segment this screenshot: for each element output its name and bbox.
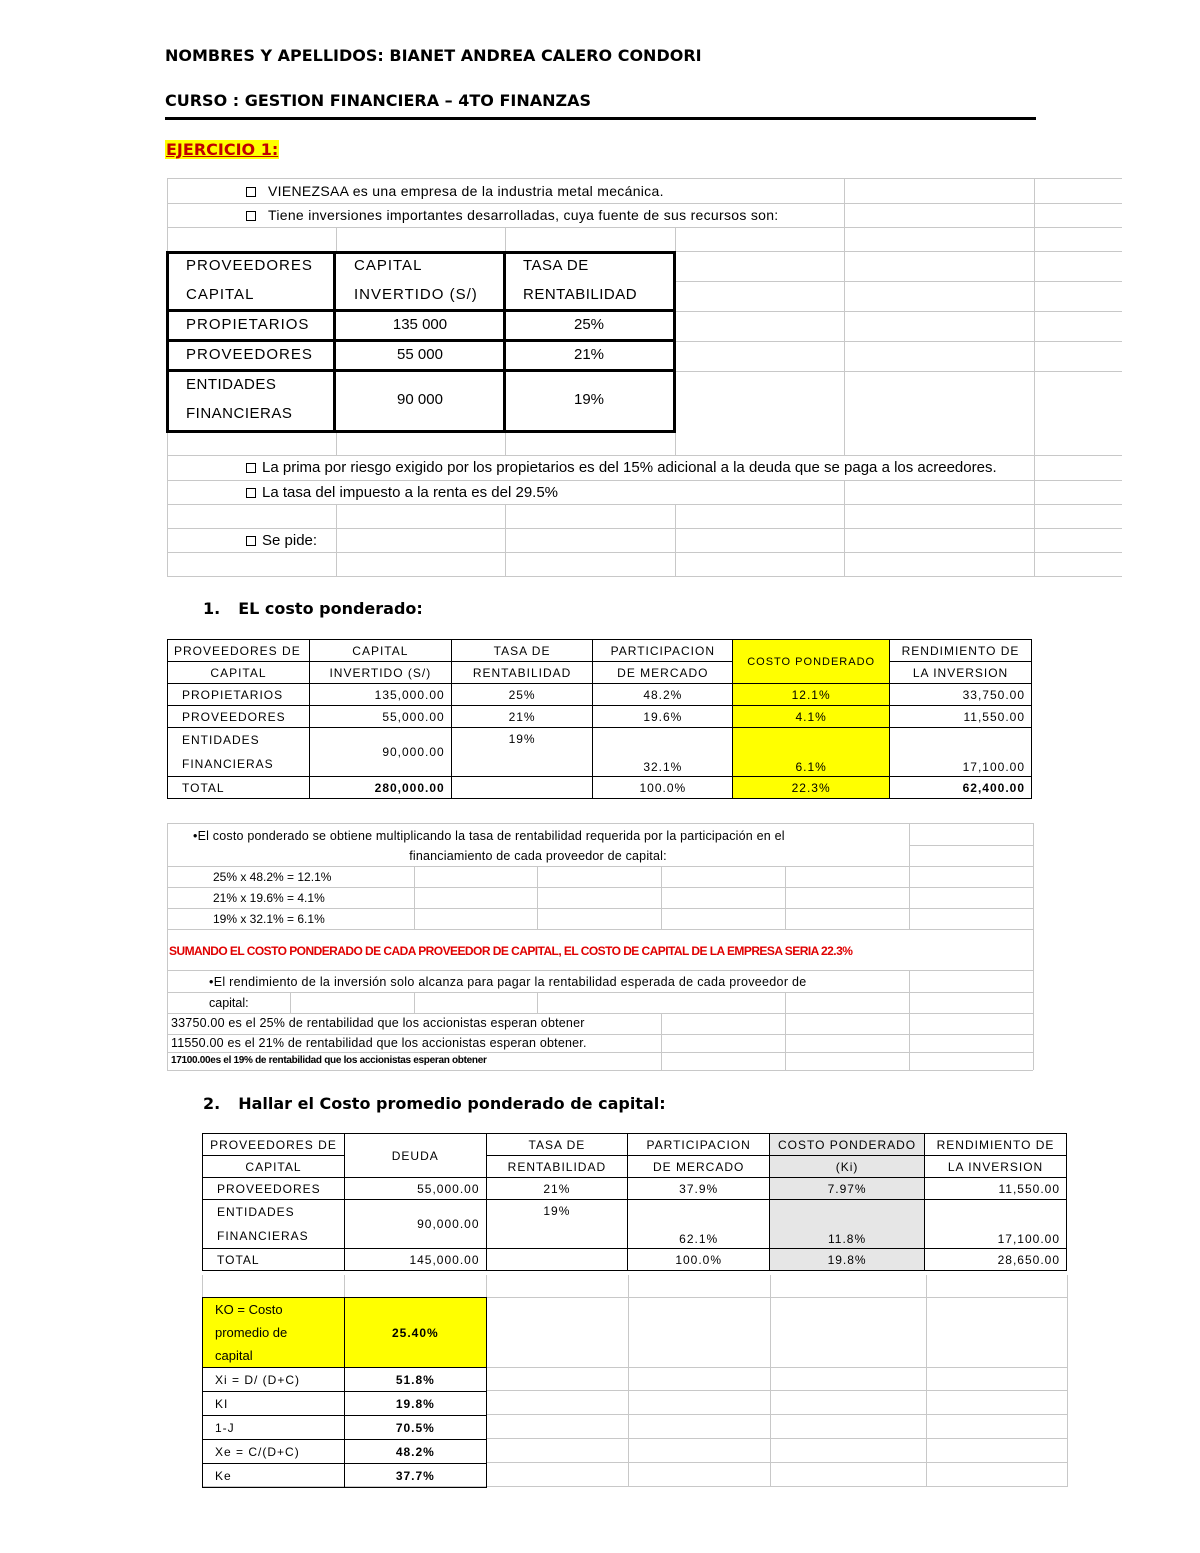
intro-line-1: VIENEZSAA es una empresa de la industria metal mecánica.: [246, 183, 664, 199]
row-name: PROPIETARIOS: [186, 316, 310, 333]
header-rentabilidad: RENTABILIDAD: [523, 286, 638, 303]
header-cell: LA INVERSION: [890, 662, 1032, 684]
result-line: 11550.00 es el 21% de rentabilidad que los accionistas esperan obtener.: [171, 1036, 587, 1050]
ko-label: KO = Costo promedio de capital: [203, 1298, 345, 1368]
checkbox-icon: [246, 211, 256, 221]
ko-value: 25.40%: [344, 1298, 486, 1368]
table-row-total: TOTAL 145,000.00 100.0% 19.8% 28,650.00: [203, 1249, 1067, 1271]
header-cell: PROVEEDORES DE: [203, 1134, 345, 1156]
note-se-pide: Se pide:: [246, 532, 317, 549]
header-cell: DE MERCADO: [628, 1156, 770, 1178]
explanation-paragraph-1b: financiamiento de cada proveedor de capital:: [409, 849, 667, 863]
header-cell: RENTABILIDAD: [451, 662, 593, 684]
table-row: ENTIDADES FINANCIERAS 90,000.00 19% 62.1% 11.8% 17,100.00: [203, 1200, 1067, 1249]
table-row: ENTIDADES FINANCIERAS 90,000.00 19% 32.1% 6.1% 17,100.00: [168, 728, 1032, 777]
row-name: FINANCIERAS: [186, 405, 293, 422]
exercise-label: EJERCICIO 1:: [166, 140, 279, 159]
section-2-title: 2. Hallar el Costo promedio ponderado de capital:: [203, 1094, 666, 1113]
header-invertido: INVERTIDO (S/): [354, 286, 478, 303]
table-row: PROPIETARIOS 135,000.00 25% 48.2% 12.1% 33,750.00: [168, 684, 1032, 706]
checkbox-icon: [246, 536, 256, 546]
note-impuesto: La tasa del impuesto a la renta es del 29.5%: [246, 484, 558, 501]
table-row: PROVEEDORES 55,000.00 21% 37.9% 7.97% 11,550.00: [203, 1178, 1067, 1200]
header-cell: CAPITAL: [309, 640, 451, 662]
row-name: PROVEEDORES: [186, 346, 313, 363]
header-divider: [165, 117, 1036, 120]
header-cell: COSTO PONDERADO: [770, 1134, 925, 1156]
row-capital: 55 000: [397, 346, 443, 363]
param-row: Ke 37.7%: [203, 1464, 487, 1488]
row-rate: 25%: [573, 316, 605, 333]
costo-ponderado-table: [167, 639, 1032, 799]
header-cell: PARTICIPACION: [628, 1134, 770, 1156]
explanation-paragraph-1: •El costo ponderado se obtiene multiplicando la tasa de rentabilidad requerida por la participación en el: [193, 829, 785, 843]
header-costo-ponderado: COSTO PONDERADO: [733, 640, 890, 684]
table-row-total: TOTAL 280,000.00 100.0% 22.3% 62,400.00: [168, 777, 1032, 799]
header-cell: LA INVERSION: [925, 1156, 1067, 1178]
header-capital: CAPITAL: [186, 286, 255, 303]
row-rate: 19%: [573, 391, 605, 408]
row-name: ENTIDADES: [186, 376, 277, 393]
param-row: 1-J 70.5%: [203, 1416, 487, 1440]
param-row: KI 19.8%: [203, 1392, 487, 1416]
header-cell: CAPITAL: [203, 1156, 345, 1178]
header-cell: INVERTIDO (S/): [309, 662, 451, 684]
explanation-paragraph-2: •El rendimiento de la inversión solo alcanza para pagar la rentabilidad esperada de cada proveedor de: [209, 975, 807, 989]
summary-statement: SUMANDO EL COSTO PONDERADO DE CADA PROVEEDOR DE CAPITAL, EL COSTO DE CAPITAL DE LA EMPRESA SERIA 22.3%: [169, 944, 853, 958]
note-prima: La prima por riesgo exigido por los propietarios es del 15% adicional a la deuda que se paga a los acreedores.: [246, 459, 997, 476]
calc-line: 25% x 48.2% = 12.1%: [213, 870, 332, 884]
header-cell: DE MERCADO: [593, 662, 733, 684]
explanation-paragraph-2b: capital:: [209, 996, 249, 1010]
intro-line-2: Tiene inversiones importantes desarrolladas, cuya fuente de sus recursos son:: [246, 207, 779, 223]
checkbox-icon: [246, 463, 256, 473]
wacc-table: [202, 1133, 1067, 1271]
checkbox-icon: [246, 187, 256, 197]
header-deuda: DEUDA: [344, 1134, 486, 1178]
header-cell: CAPITAL: [168, 662, 310, 684]
header-tasa: TASA DE: [523, 257, 589, 274]
result-line: 17100.00es el 19% de rentabilidad que los accionistas esperan obtener: [171, 1055, 487, 1066]
header-cell: (Ki): [770, 1156, 925, 1178]
header-proveedores: PROVEEDORES: [186, 257, 313, 274]
row-rate: 21%: [573, 346, 605, 363]
header-cell: RENTABILIDAD: [486, 1156, 628, 1178]
ko-table: [202, 1297, 487, 1488]
param-row: Xi = D/ (D+C) 51.8%: [203, 1368, 487, 1392]
header-cell: RENDIMIENTO DE: [925, 1134, 1067, 1156]
param-row: Xe = C/(D+C) 48.2%: [203, 1440, 487, 1464]
calc-line: 21% x 19.6% = 4.1%: [213, 891, 325, 905]
course-title: CURSO : GESTION FINANCIERA – 4TO FINANZAS: [165, 91, 592, 110]
checkbox-icon: [246, 488, 256, 498]
header-cell: RENDIMIENTO DE: [890, 640, 1032, 662]
header-cell: PARTICIPACION: [593, 640, 733, 662]
row-capital: 135 000: [392, 316, 448, 333]
header-cell: PROVEEDORES DE: [168, 640, 310, 662]
row-capital: 90 000: [397, 391, 443, 408]
header-cell: TASA DE: [486, 1134, 628, 1156]
header-capital-2: CAPITAL: [354, 257, 423, 274]
result-line: 33750.00 es el 25% de rentabilidad que los accionistas esperan obtener: [171, 1016, 585, 1030]
header-cell: TASA DE: [451, 640, 593, 662]
section-1-title: 1. EL costo ponderado:: [203, 599, 423, 618]
calc-line: 19% x 32.1% = 6.1%: [213, 912, 325, 926]
student-name: NOMBRES Y APELLIDOS: BIANET ANDREA CALERO CONDORI: [165, 46, 702, 65]
table-row: PROVEEDORES 55,000.00 21% 19.6% 4.1% 11,550.00: [168, 706, 1032, 728]
